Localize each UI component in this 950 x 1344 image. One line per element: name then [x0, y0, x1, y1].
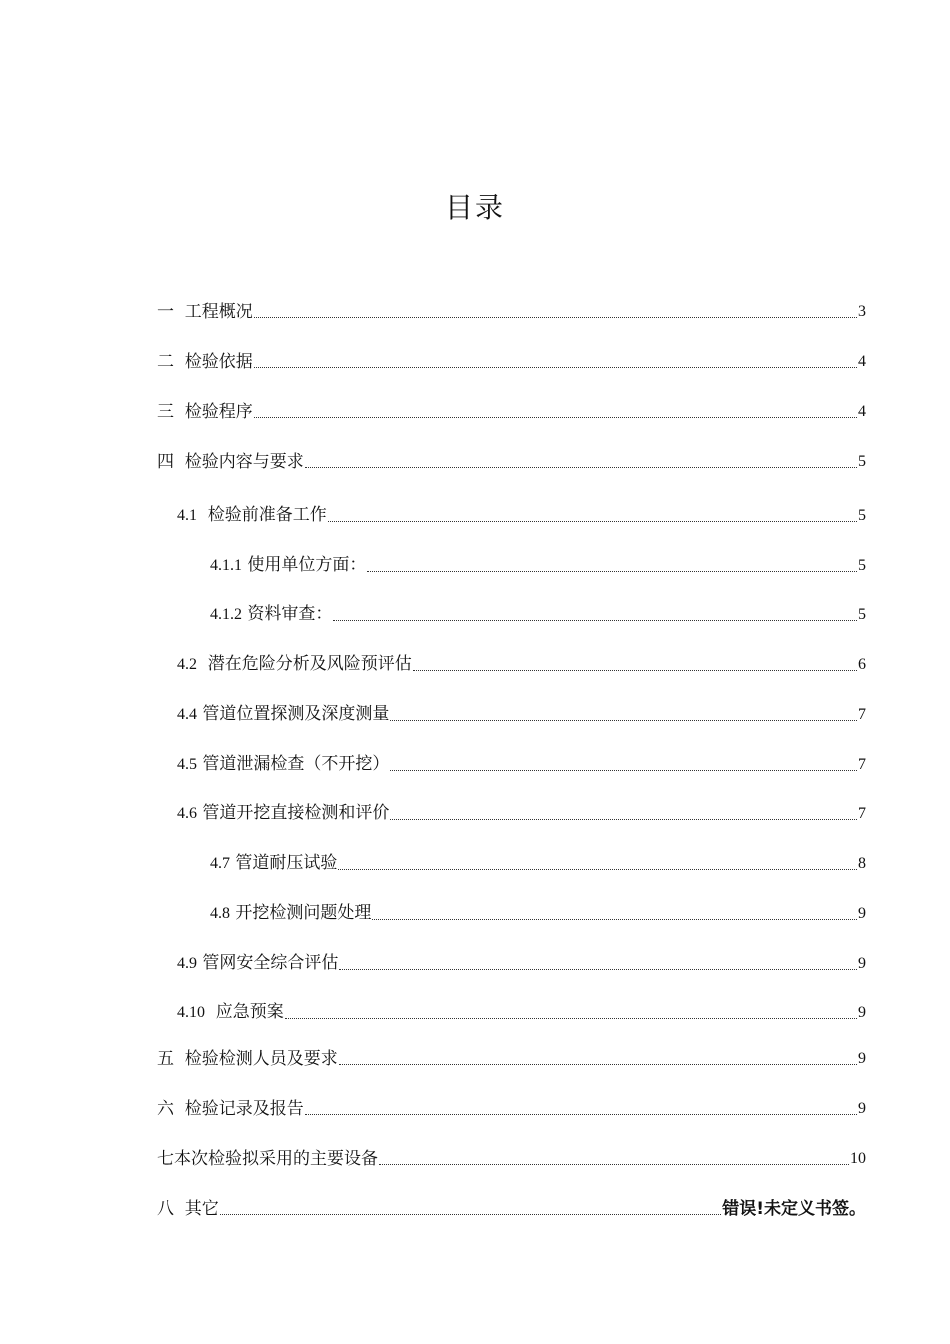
toc-entry-label: [210, 603, 332, 626]
toc-entry-label: [177, 753, 389, 776]
toc-page-number: 8: [858, 855, 866, 872]
toc-dot-leader: [339, 1064, 857, 1065]
toc-entry-text: 八 其它: [157, 1199, 219, 1219]
toc-dot-leader: [254, 317, 857, 318]
toc-dot-leader: [328, 521, 857, 522]
toc-entry-number: 4.4: [177, 706, 197, 723]
toc-dot-leader: [338, 869, 857, 870]
toc-entry-label: [157, 1198, 219, 1220]
toc-page-number: 5: [858, 507, 866, 524]
toc-entry-number: 4.1: [177, 507, 197, 524]
toc-dot-leader: [339, 969, 857, 970]
toc-entry-text: 七本次检验拟采用的主要设备: [157, 1149, 378, 1169]
toc-entry-label: [157, 451, 304, 473]
toc-entry-text: 开挖检测问题处理: [230, 903, 372, 923]
toc-entry-label: [157, 401, 253, 423]
toc-dot-leader: [254, 367, 857, 368]
toc-dot-leader: [305, 1114, 857, 1115]
toc-entry-text: 潜在危险分析及风险预评估: [197, 654, 412, 674]
toc-entry[interactable]: [177, 998, 866, 1024]
toc-entry-label: [177, 504, 327, 527]
toc-entry-label: [157, 1148, 378, 1170]
toc-page-number: 5: [858, 606, 866, 623]
toc-entry-text: 四 检验内容与要求: [157, 452, 304, 472]
toc-dot-leader: [333, 620, 857, 621]
toc-page-number: 10: [850, 1150, 866, 1167]
toc-entry-label: [157, 301, 253, 323]
toc-entry-text: 应急预案: [205, 1002, 284, 1022]
toc-page-number: 9: [858, 905, 866, 922]
toc-page-number: 4: [858, 353, 866, 370]
toc-entry-number: 4.8: [210, 905, 230, 922]
toc-dot-leader: [413, 670, 857, 671]
toc-entry[interactable]: [177, 700, 866, 726]
toc-entry-number: 4.1.1: [210, 557, 242, 574]
toc-entry[interactable]: [157, 297, 866, 323]
toc-page-number: 6: [858, 656, 866, 673]
toc-entry-label: [157, 1048, 338, 1070]
toc-entry[interactable]: [157, 397, 866, 423]
toc-dot-leader: [390, 770, 857, 771]
toc-dot-leader: [379, 1164, 849, 1165]
toc-entry-text: 管道位置探测及深度测量: [197, 704, 390, 724]
toc-page-number: 错误!未定义书签。: [722, 1199, 866, 1219]
toc-entry-label: [210, 902, 371, 925]
toc-entry-text: 一 工程概况: [157, 302, 253, 322]
toc-page-number: 9: [858, 1050, 866, 1067]
toc-page-number: 7: [858, 756, 866, 773]
toc-entry-label: [177, 653, 412, 676]
toc-dot-leader: [220, 1214, 721, 1215]
toc-entry-number: 4.10: [177, 1004, 205, 1021]
toc-entry[interactable]: [210, 849, 866, 875]
toc-entry-number: 4.1.2: [210, 606, 242, 623]
toc-dot-leader: [390, 720, 857, 721]
toc-entry[interactable]: [157, 1094, 866, 1120]
toc-page-number: 7: [858, 805, 866, 822]
toc-dot-leader: [305, 467, 857, 468]
toc-entry[interactable]: [157, 347, 866, 373]
toc-entry-number: 4.7: [210, 855, 230, 872]
toc-entry-number: 4.5: [177, 756, 197, 773]
toc-entry-text: 三 检验程序: [157, 402, 253, 422]
toc-page-number: 4: [858, 403, 866, 420]
toc-entry[interactable]: [210, 600, 866, 626]
toc-entry-label: [210, 852, 337, 875]
toc-entry-text: 检验前准备工作: [197, 505, 327, 525]
toc-entry[interactable]: [177, 501, 866, 527]
toc-dot-leader: [372, 919, 857, 920]
toc-entry-label: [157, 351, 253, 373]
toc-page-number: 3: [858, 303, 866, 320]
toc-entry[interactable]: [157, 1194, 866, 1220]
toc-entry-label: [177, 952, 338, 975]
toc-entry-text: 六 检验记录及报告: [157, 1099, 304, 1119]
toc-entry-label: [177, 703, 389, 726]
toc-entry-number: 4.6: [177, 805, 197, 822]
toc-entry-text: 管道耐压试验: [230, 853, 338, 873]
toc-entry[interactable]: [157, 447, 866, 473]
toc-entry-text: 管道泄漏检查（不开挖）: [197, 754, 390, 774]
toc-entry-number: 4.2: [177, 656, 197, 673]
toc-entry[interactable]: [177, 949, 866, 975]
toc-entry[interactable]: [177, 750, 866, 776]
toc-dot-leader: [285, 1018, 857, 1019]
toc-page-number: 7: [858, 706, 866, 723]
toc-entry[interactable]: [157, 1044, 866, 1070]
toc-entry-text: 管道开挖直接检测和评价: [197, 803, 390, 823]
toc-page-number: 9: [858, 955, 866, 972]
toc-entry-number: 4.9: [177, 955, 197, 972]
toc-entry[interactable]: [210, 899, 866, 925]
toc-entry-text: 资料审查：: [242, 604, 333, 624]
page-title: 目录: [444, 191, 505, 224]
toc-entry[interactable]: [177, 799, 866, 825]
toc-entry-label: [177, 1001, 284, 1024]
toc-entry-label: [177, 802, 389, 825]
toc-page-number: 9: [858, 1004, 866, 1021]
toc-entry-text: 五 检验检测人员及要求: [157, 1049, 338, 1069]
toc-entry-label: [157, 1098, 304, 1120]
toc-dot-leader: [254, 417, 857, 418]
toc-dot-leader: [367, 571, 857, 572]
toc-entry-text: 二 检验依据: [157, 352, 253, 372]
toc-entry-text: 使用单位方面：: [242, 555, 367, 575]
toc-entry[interactable]: [210, 551, 866, 577]
toc-page-number: 9: [858, 1100, 866, 1117]
toc-entry-text: 管网安全综合评估: [197, 953, 339, 973]
toc-dot-leader: [390, 819, 857, 820]
toc-entry[interactable]: [157, 1144, 866, 1170]
toc-page-number: 5: [858, 453, 866, 470]
toc-entry[interactable]: [177, 650, 866, 676]
toc-entry-label: [210, 554, 366, 577]
toc-page-number: 5: [858, 557, 866, 574]
